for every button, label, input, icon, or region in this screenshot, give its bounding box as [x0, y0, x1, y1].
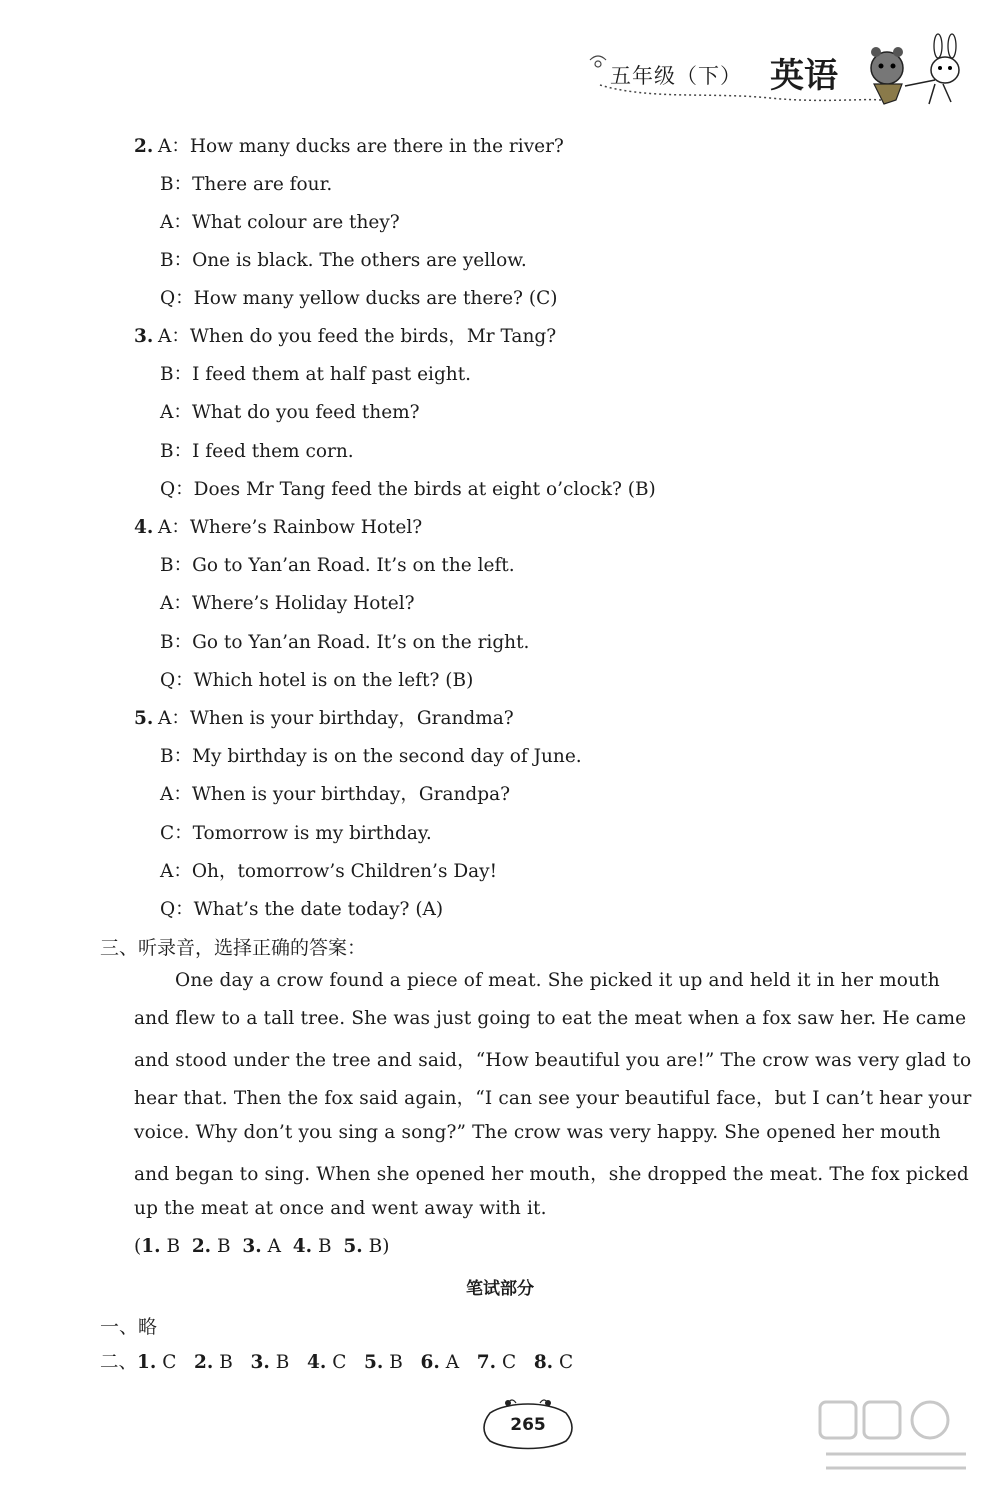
item-number: 2. [134, 136, 154, 157]
item-number: 4. [134, 517, 154, 538]
dialogue-line: Q：How many yellow ducks are there? (C) [160, 288, 558, 309]
written-section-title: 笔试部分 [466, 1279, 534, 1299]
page-number: 265 [510, 1415, 546, 1435]
grade-label: 五年级（下） [610, 64, 742, 88]
passage-line: voice. Why don’t you sing a song?” The crow was very happy. She opened her mouth [134, 1122, 941, 1143]
passage-line: up the meat at once and went away with it. [134, 1198, 547, 1219]
dialogue-line: 5. A：When is your birthday，Grandma? [134, 708, 514, 729]
dialogue-line: Q：Does Mr Tang feed the birds at eight o’clock? (B) [160, 479, 656, 500]
dialogue-line: B：I feed them corn. [160, 441, 354, 462]
dialogue-line: 3. A：When do you feed the birds，Mr Tang? [134, 326, 557, 347]
dialogue-line: 2. A：How many ducks are there in the river? [134, 136, 564, 157]
passage-line: and began to sing. When she opened her mouth，she dropped the meat. The fox picked [134, 1164, 969, 1185]
answer-key: (1. B 2. B 3. A 4. B 5. B) [134, 1236, 390, 1257]
dialogue-line: B：There are four. [160, 174, 333, 195]
dialogue-line: A：What do you feed them? [160, 402, 420, 423]
passage-line: and flew to a tall tree. She was just going to eat the meat when a fox saw her. He came [134, 1008, 967, 1029]
page-number-badge [478, 1395, 578, 1453]
written-part-one: 一、略 [100, 1316, 158, 1338]
passage-line: One day a crow found a piece of meat. She picked it up and held it in her mouth [175, 970, 940, 991]
section-heading: 三、听录音，选择正确的答案： [100, 937, 367, 959]
dialogue-line: A：Where’s Holiday Hotel? [160, 593, 415, 614]
item-number: 3. [134, 326, 154, 347]
page-header [560, 30, 980, 110]
passage-line: and stood under the tree and said，“How beautiful you are!” The crow was very glad to [134, 1050, 972, 1071]
dialogue-line: A：When is your birthday，Grandpa? [160, 784, 511, 805]
dialogue-line: B：Go to Yan’an Road. It’s on the left. [160, 555, 515, 576]
dialogue-line: B：I feed them at half past eight. [160, 364, 472, 385]
subject-title: 英语 [770, 56, 838, 96]
written-part-two: 二、1. C 2. B 3. B 4. C 5. B 6. A 7. C 8. C [100, 1352, 574, 1373]
item-number: 5. [134, 708, 154, 729]
dialogue-line: Q：Which hotel is on the left? (B) [160, 670, 474, 691]
dialogue-line: B：My birthday is on the second day of June. [160, 746, 582, 767]
passage-line: hear that. Then the fox said again，“I can see your beautiful face，but I can’t hear your [134, 1088, 972, 1109]
dialogue-line: A：What colour are they? [160, 212, 400, 233]
dialogue-line: Q：What’s the date today? (A) [160, 899, 444, 920]
dialogue-line: B：Go to Yan’an Road. It’s on the right. [160, 632, 530, 653]
dialogue-line: 4. A：Where’s Rainbow Hotel? [134, 517, 423, 538]
watermark-logo [812, 1398, 982, 1478]
dialogue-line: C：Tomorrow is my birthday. [160, 823, 432, 844]
dialogue-line: A：Oh，tomorrow’s Children’s Day! [160, 861, 498, 882]
dialogue-line: B：One is black. The others are yellow. [160, 250, 527, 271]
